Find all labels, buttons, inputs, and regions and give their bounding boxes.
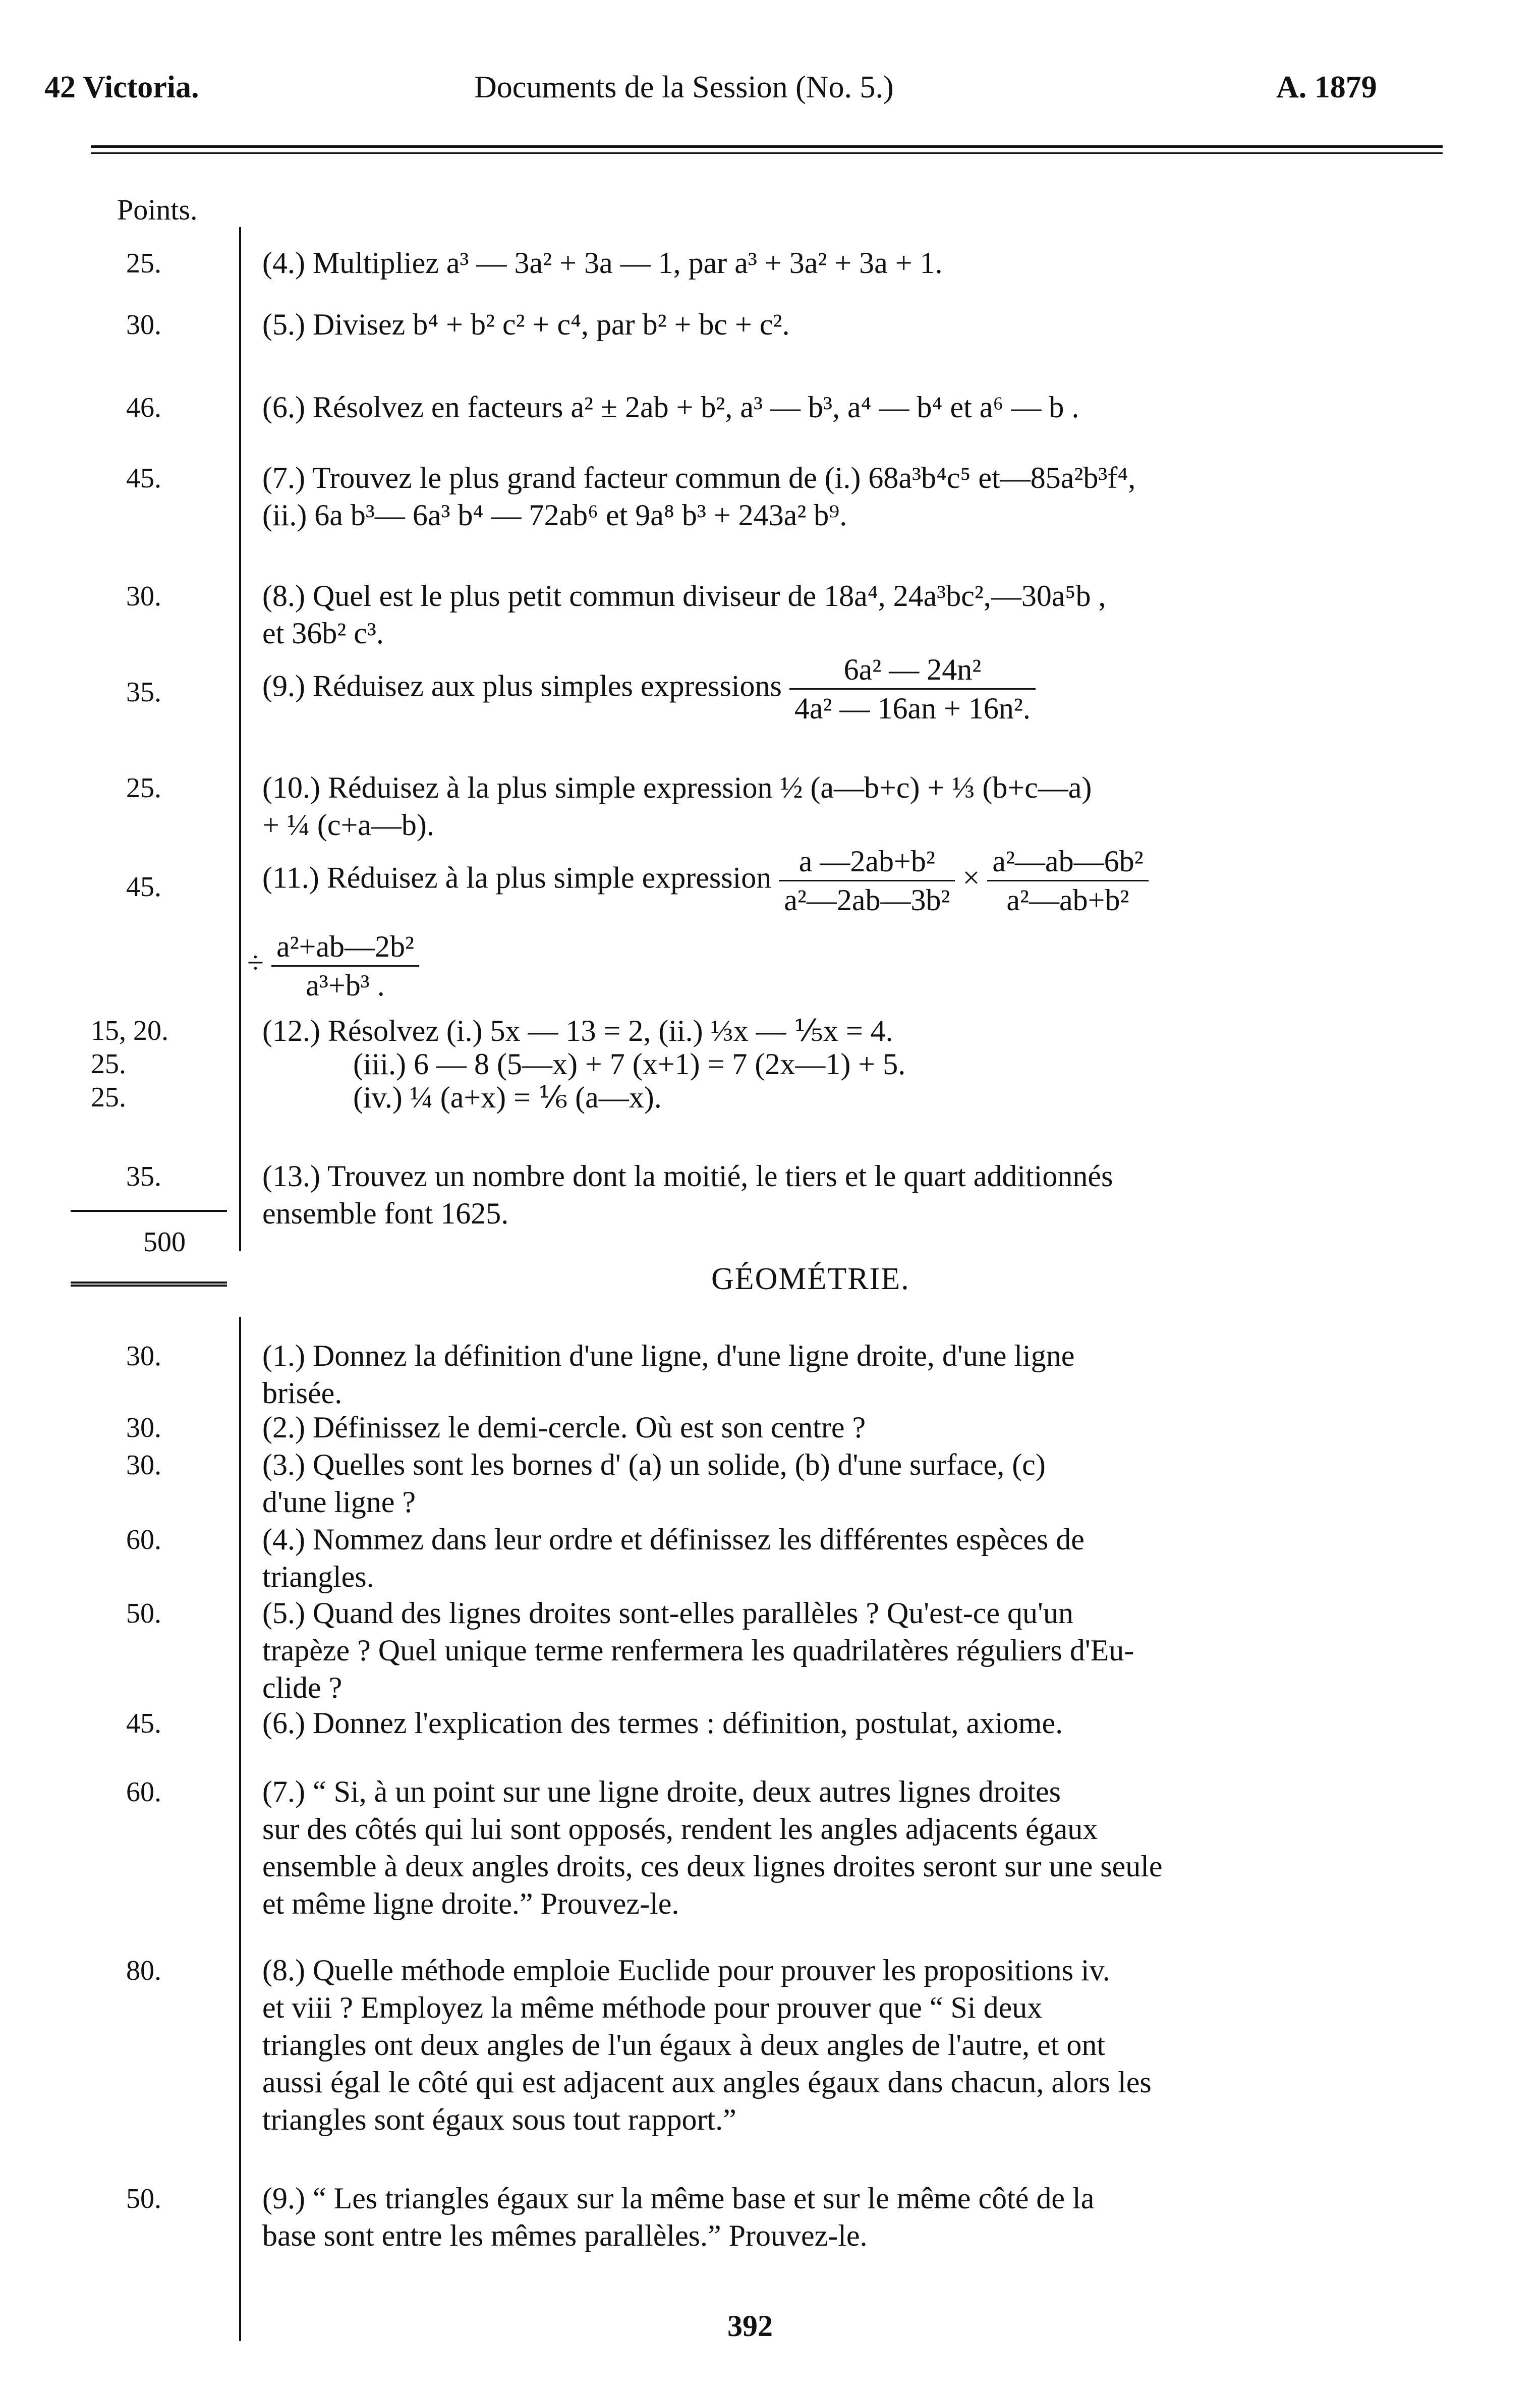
question-item: [262, 1157, 1448, 1232]
question-line: [262, 843, 1448, 919]
total-rule: [71, 1210, 227, 1212]
fraction: [789, 651, 1036, 727]
question-line: (7.) “ Si, à un point sur une ligne droite, deux autres lignes droites: [262, 1775, 1061, 1808]
question-line: ensemble font 1625.: [262, 1197, 509, 1230]
question-line: (1.) Donnez la définition d'une ligne, d'une ligne droite, d'une ligne: [262, 1339, 1075, 1372]
points-value: 45.: [126, 463, 161, 494]
question-text: (11.) Réduisez à la plus simple expression: [262, 861, 772, 895]
question-line: (ii.) 6a b³— 6a³ b⁴ — 72ab⁶ et 9a⁸ b³ + 243a² b⁹.: [262, 498, 847, 532]
fraction-numerator: a²+ab—2b²: [271, 928, 419, 967]
question-line: et viii ? Employez la même méthode pour prouver que “ Si deux: [262, 1991, 1043, 2024]
divide-sign: ÷: [247, 946, 264, 980]
question-line: (6.) Résolvez en facteurs a² ± 2ab + b², a³ — b³, a⁴ — b⁴ et a⁶ — b .: [262, 391, 1079, 424]
header-rule: [91, 145, 1443, 148]
fraction-numerator: 6a² — 24n²: [789, 651, 1036, 690]
question-line: (iv.) ¼ (a+x) = ⅙ (a—x).: [262, 1081, 662, 1114]
question-item: [262, 2180, 1448, 2254]
question-line: (6.) Donnez l'explication des termes : définition, postulat, axiome.: [262, 1706, 1063, 1740]
question-line: (12.) Résolvez (i.) 5x — 13 = 2, (ii.) ⅓x — ⅕x = 4.: [262, 1014, 893, 1047]
header-right: A. 1879: [1276, 70, 1377, 104]
question-line: (13.) Trouvez un nombre dont la moitié, le tiers et le quart additionnés: [262, 1159, 1113, 1193]
points-value: 50.: [126, 1598, 161, 1629]
points-value: 30.: [126, 581, 161, 612]
question-item: [262, 1594, 1448, 1706]
points-value: 60.: [126, 1776, 161, 1808]
points-value: 46.: [126, 392, 161, 423]
points-total: 500: [143, 1227, 186, 1258]
fraction-numerator: a²—ab—6b²: [987, 843, 1148, 881]
question-line: (7.) Trouvez le plus grand facteur commun de (i.) 68a³b⁴c⁵ et—85a²b³f⁴,: [262, 461, 1136, 494]
points-value: 30.: [126, 1412, 161, 1443]
question-item: [262, 1446, 1448, 1521]
points-value: 45.: [126, 871, 161, 903]
question-line: + ¼ (c+a—b).: [262, 808, 434, 842]
question-line: (5.) Divisez b⁴ + b² c² + c⁴, par b² + bc + c².: [262, 308, 790, 341]
question-line: (4.) Multipliez a³ — 3a² + 3a — 1, par a³ + 3a² + 3a + 1.: [262, 246, 943, 280]
question-line: trapèze ? Quel unique terme renfermera les quadrilatères réguliers d'Eu-: [262, 1634, 1134, 1667]
question-item: [262, 1704, 1448, 1742]
question-line: aussi égal le côté qui est adjacent aux angles égaux dans chacun, alors les: [262, 2066, 1152, 2099]
question-line: sur des côtés qui lui sont opposés, rendent les angles adjacents égaux: [262, 1812, 1098, 1846]
points-value: 80.: [126, 1955, 161, 1986]
points-value: 35.: [126, 677, 161, 708]
question-line: et même ligne droite.” Prouvez-le.: [262, 1887, 679, 1920]
fraction-denominator: a²—ab+b²: [1006, 883, 1129, 917]
question-line: (8.) Quel est le plus petit commun diviseur de 18a⁴, 24a³bc²,—30a⁵b ,: [262, 579, 1106, 613]
total-rule: [71, 1282, 227, 1284]
points-value: 35.: [126, 1161, 161, 1192]
question-line: [247, 928, 1448, 1004]
question-line: et 36b² c³.: [262, 617, 384, 650]
question-item: [262, 244, 1448, 282]
fraction: [779, 843, 955, 919]
question-item: [262, 1409, 1448, 1446]
section-title: GÉOMÉTRIE.: [711, 1262, 910, 1296]
question-line: clide ?: [262, 1671, 343, 1704]
header-rule-double: [91, 152, 1443, 154]
question-line: base sont entre les mêmes parallèles.” Prouvez-le.: [262, 2219, 868, 2252]
fraction: [987, 843, 1148, 919]
question-line: triangles sont égaux sous tout rapport.”: [262, 2103, 736, 2136]
header-center: Documents de la Session (No. 5.): [474, 70, 894, 104]
fraction: [271, 928, 419, 1004]
question-item: [262, 459, 1448, 534]
question-item: [262, 1521, 1448, 1595]
question-line: (9.) “ Les triangles égaux sur la même base et sur le même côté de la: [262, 2182, 1095, 2215]
question-item: [262, 1014, 1448, 1114]
points-value: 45.: [126, 1708, 161, 1739]
question-item: [262, 1337, 1448, 1412]
question-item: [262, 1773, 1448, 1922]
question-item: [262, 651, 1448, 727]
page-number: 392: [727, 2309, 773, 2343]
points-value: 30.: [126, 1450, 161, 1481]
times-sign: ×: [962, 861, 980, 895]
points-value: 60.: [126, 1524, 161, 1555]
question-line: (4.) Nommez dans leur ordre et définissez les différentes espèces de: [262, 1523, 1085, 1556]
question-line: triangles ont deux angles de l'un égaux à deux angles de l'autre, et ont: [262, 2028, 1106, 2062]
question-line: (5.) Quand des lignes droites sont-elles parallèles ? Qu'est-ce qu'un: [262, 1596, 1073, 1630]
column-divider: [239, 227, 241, 1251]
header-left: 42 Victoria.: [44, 70, 199, 104]
question-text: (9.) Réduisez aux plus simples expressions: [262, 669, 782, 703]
points-value: 50.: [126, 2183, 161, 2214]
fraction-denominator: a³+b³ .: [306, 969, 385, 1002]
question-item: [247, 843, 1448, 1004]
question-line: d'une ligne ?: [262, 1485, 416, 1519]
question-line: (2.) Définissez le demi-cercle. Où est son centre ?: [262, 1411, 866, 1444]
question-line: (8.) Quelle méthode emploie Euclide pour prouver les propositions iv.: [262, 1954, 1110, 1987]
question-item: [262, 306, 1448, 343]
total-rule: [71, 1285, 227, 1287]
column-divider: [239, 1317, 241, 2341]
question-item: [262, 388, 1448, 426]
question-line: brisée.: [262, 1376, 343, 1410]
points-value: 15, 20. 25. 25.: [91, 1015, 168, 1113]
points-value: 25.: [126, 248, 161, 279]
question-line: (iii.) 6 — 8 (5—x) + 7 (x+1) = 7 (2x—1) + 5.: [262, 1047, 906, 1081]
fraction-denominator: 4a² — 16an + 16n².: [794, 692, 1031, 725]
question-item: [262, 769, 1448, 844]
fraction-numerator: a —2ab+b²: [779, 843, 955, 881]
question-item: [262, 577, 1448, 652]
question-line: ensemble à deux angles droits, ces deux lignes droites seront sur une seule: [262, 1850, 1163, 1883]
question-line: (3.) Quelles sont les bornes d' (a) un solide, (b) d'une surface, (c): [262, 1448, 1046, 1481]
question-item: [262, 1952, 1448, 2138]
question-line: triangles.: [262, 1560, 374, 1593]
points-column-label: Points.: [117, 193, 198, 226]
points-value: 30.: [126, 309, 161, 341]
points-value: 25.: [126, 772, 161, 804]
page-header: [0, 70, 1540, 110]
fraction-denominator: a²—2ab—3b²: [784, 883, 950, 917]
question-line: (10.) Réduisez à la plus simple expression ½ (a—b+c) + ⅓ (b+c—a): [262, 771, 1092, 804]
points-value: 30.: [126, 1341, 161, 1372]
